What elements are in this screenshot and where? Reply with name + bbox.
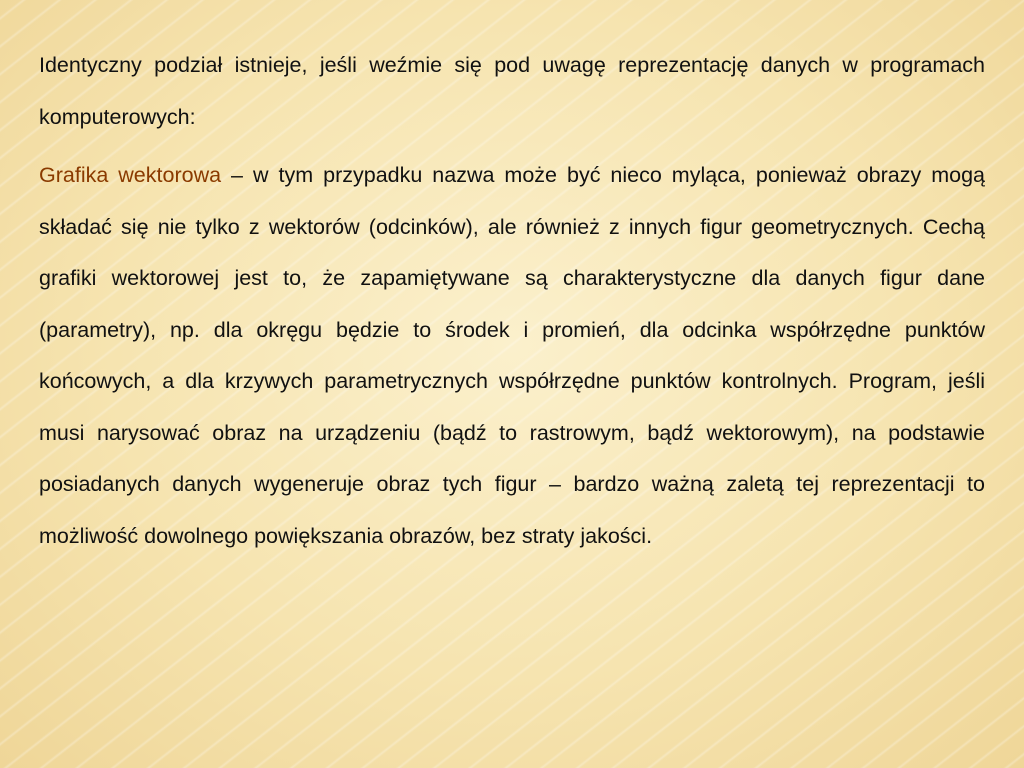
slide-text-body [39, 40, 985, 562]
vector-graphics-description: – w tym przypadku nazwa może być nieco myląca, ponieważ obrazy mogą składać się nie tylko z wektorów (odcinków), ale również z innych figur geometrycznych. Cechą grafiki wektorowej jest to, że zapamiętywane są charakterystyczne dla danych figur dane (parametry), np. dla okręgu będzie to środek i promień, dla odcinka współrzędne punktów końcowych, a dla krzywych parametrycznych współrzędne punktów kontrolnych. Program, jeśli musi narysować obraz na urządzeniu (bądź to rastrowym, bądź wektorowym), na podstawie posiadanych danych wygeneruje obraz tych figur – bardzo ważną zaletą tej reprezentacji to możliwość dowolnego powiększania obrazów, bez straty jakości. [39, 163, 985, 548]
intro-text: Identyczny podział istnieje, jeśli weźmie się pod uwagę reprezentację danych w programach komputerowych: [39, 53, 985, 129]
vector-graphics-term: Grafika wektorowa [39, 163, 222, 187]
vector-graphics-paragraph [39, 150, 985, 562]
intro-paragraph [39, 40, 985, 143]
